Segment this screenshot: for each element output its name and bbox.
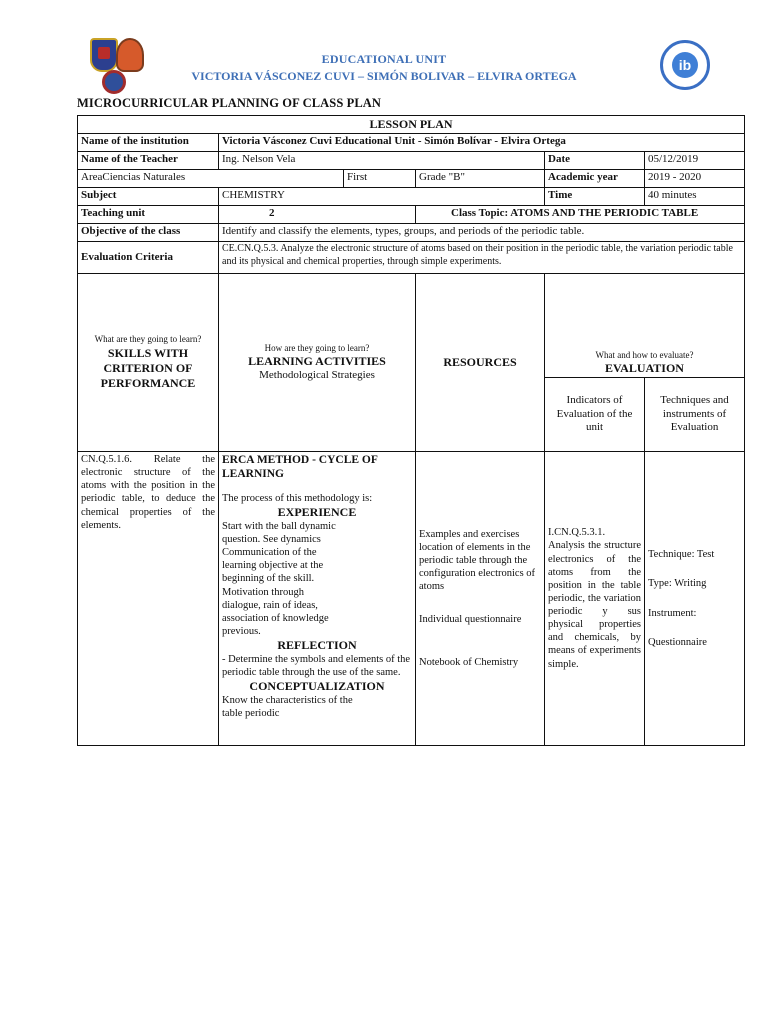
- conceptualization-text: Know the characteristics of the table periodic: [222, 695, 353, 720]
- evaluation-heading: EVALUATION: [605, 361, 684, 375]
- conceptualization-heading: CONCEPTUALIZATION: [249, 679, 385, 694]
- table-row: [78, 188, 745, 206]
- class-topic: Class Topic: ATOMS AND THE PERIODIC TABLE: [416, 206, 745, 224]
- how-learn-note: How are they going to learn?: [264, 342, 370, 353]
- objective-label: Objective of the class: [78, 224, 219, 242]
- table-row: [78, 170, 745, 188]
- table-row: [78, 116, 745, 134]
- skill-text: CN.Q.5.1.6. Relate the electronic structure of the atoms with the position in the periodic table, to deduce the chemical properties of the elements.: [78, 452, 219, 746]
- resource-item: Individual questionnaire: [419, 614, 522, 626]
- table-row: [78, 242, 745, 274]
- educational-unit-label: EDUCATIONAL UNIT: [321, 52, 447, 66]
- activities-heading: LEARNING ACTIVITIES: [248, 353, 386, 368]
- technique-item: Questionnaire: [648, 636, 707, 648]
- table-row: [78, 152, 745, 170]
- techniques-heading: Techniques and instruments of Evaluation: [645, 378, 745, 452]
- academic-year-label: Academic year: [545, 170, 645, 188]
- criteria-value: CE.CN.Q.5.3. Analyze the electronic structure of atoms based on their position in the periodic table, the variation periodic table and its physical and chemical properties, through simple experiments.: [219, 242, 745, 274]
- what-how-evaluate-note: What and how to evaluate?: [595, 349, 694, 360]
- resource-item: Notebook of Chemistry: [419, 657, 519, 669]
- date-value: 05/12/2019: [645, 152, 745, 170]
- reflection-text: - Determine the symbols and elements of the periodic table through the use of the same.: [222, 654, 411, 679]
- indicators-heading: Indicators of Evaluation of the unit: [545, 378, 645, 452]
- time-label: Time: [545, 188, 645, 206]
- method-intro: The process of this methodology is:: [222, 492, 373, 504]
- activities-subheading: Methodological Strategies: [259, 368, 375, 381]
- skills-header-cell: [78, 274, 219, 452]
- experience-heading: EXPERIENCE: [277, 504, 357, 519]
- activities-cell: [219, 452, 416, 746]
- resources-cell: [416, 452, 545, 746]
- teaching-unit-value: 2: [219, 206, 416, 224]
- table-row: [78, 452, 745, 746]
- table-row: [78, 134, 745, 152]
- ib-logo-text: ib: [672, 52, 698, 78]
- table-row: [78, 274, 745, 378]
- evaluation-header-cell: [545, 274, 745, 378]
- technique-item: Type: Writing: [648, 578, 707, 590]
- resource-item: Examples and exercises location of elements in the periodic table through the configuration electronics of atoms: [419, 528, 536, 593]
- resources-heading: RESOURCES: [416, 274, 545, 452]
- academic-year-value: 2019 - 2020: [645, 170, 745, 188]
- experience-text: Start with the ball dynamic question. See dynamics Communication of the learning objective at the beginning of the skill. Motivation through dialogue, rain of ideas, association of knowledge previous.: [222, 520, 336, 637]
- area-value: AreaCiencias Naturales: [78, 170, 344, 188]
- institution-value: Victoria Vásconez Cuvi Educational Unit - Simón Bolívar - Elvira Ortega: [219, 134, 745, 152]
- lesson-plan-table: [77, 115, 745, 746]
- date-label: Date: [545, 152, 645, 170]
- technique-item: Instrument:: [648, 607, 697, 619]
- method-title: ERCA METHOD - CYCLE OF LEARNING: [222, 454, 378, 481]
- table-row: [78, 206, 745, 224]
- objective-value: Identify and classify the elements, types, groups, and periods of the periodic table.: [219, 224, 745, 242]
- subject-label: Subject: [78, 188, 219, 206]
- criteria-label: Evaluation Criteria: [78, 242, 219, 274]
- skills-heading: SKILLS WITH CRITERION OF PERFORMANCE: [100, 345, 196, 390]
- time-value: 40 minutes: [645, 188, 745, 206]
- reflection-heading: REFLECTION: [277, 638, 357, 652]
- teacher-label: Name of the Teacher: [78, 152, 219, 170]
- ib-logo: [660, 40, 710, 90]
- technique-item: Technique: Test: [648, 549, 715, 561]
- what-learn-note: What are they going to learn?: [94, 334, 202, 345]
- document-title: MICROCURRICULAR PLANNING OF CLASS PLAN: [77, 96, 382, 110]
- activities-header-cell: [219, 274, 416, 452]
- lesson-plan-heading: LESSON PLAN: [78, 116, 745, 134]
- table-row: [78, 224, 745, 242]
- first-value: First: [344, 170, 416, 188]
- techniques-cell: [645, 452, 745, 746]
- header-title: [0, 52, 768, 84]
- teaching-unit-label: Teaching unit: [78, 206, 219, 224]
- institution-label: Name of the institution: [78, 134, 219, 152]
- educational-unit-names: VICTORIA VÁSCONEZ CUVI – SIMÓN BOLIVAR – ELVIRA ORTEGA: [191, 69, 577, 83]
- teacher-value: Ing. Nelson Vela: [219, 152, 545, 170]
- grade-value: Grade "B": [416, 170, 545, 188]
- subject-value: CHEMISTRY: [219, 188, 545, 206]
- indicator-text: I.CN.Q.5.3.1. Analysis the structure electronics of the atoms from the position in the table periodic, the variation periodic y sus physical properties and chemicals, by means of experiments simple.: [545, 452, 645, 746]
